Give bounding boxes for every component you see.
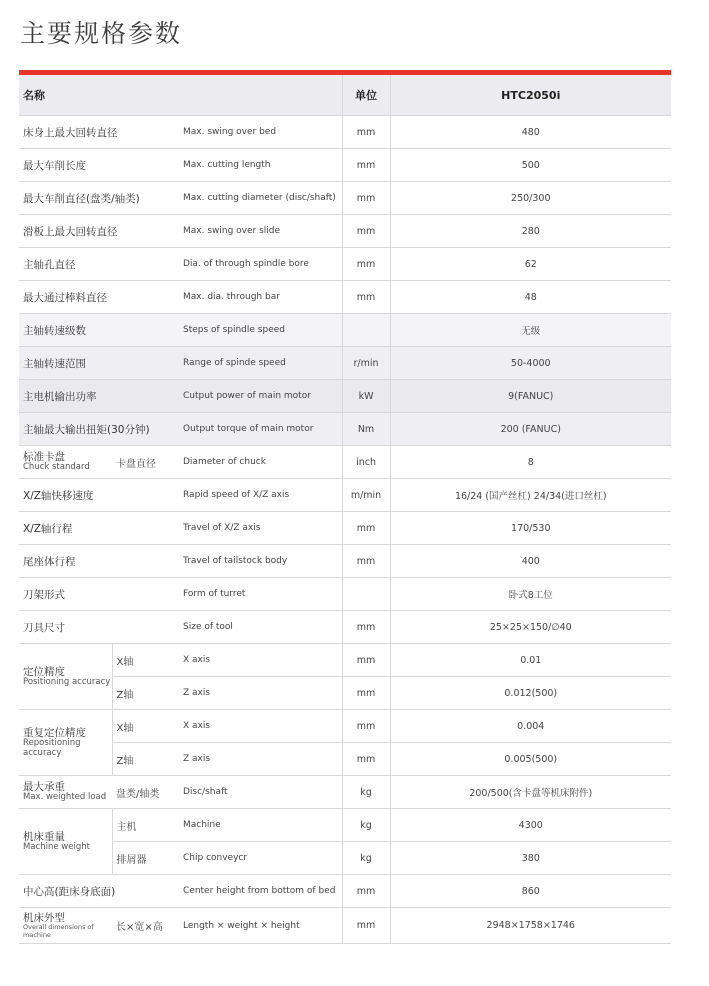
row-english: Diameter of chuck — [179, 446, 342, 479]
row-english: Z axis — [179, 743, 342, 776]
row-name: 床身上最大回转直径 — [19, 116, 179, 149]
table-row — [19, 908, 671, 944]
row-subitem: 盘类/轴类 — [112, 776, 179, 809]
row-english: Travel of X/Z axis — [179, 512, 342, 545]
table-row — [19, 380, 671, 413]
row-english: Dia. of through spindle bore — [179, 248, 342, 281]
row-category — [19, 908, 112, 944]
row-category — [19, 776, 112, 809]
row-unit: r/min — [342, 347, 390, 380]
row-value: 480 — [390, 116, 671, 149]
row-unit: mm — [342, 512, 390, 545]
row-value: 200 (FANUC) — [390, 413, 671, 446]
table-row — [19, 215, 671, 248]
table-row — [19, 644, 671, 677]
row-name: 最大通过棒料直径 — [19, 281, 179, 314]
row-value: 0.012(500) — [390, 677, 671, 710]
row-unit: Nm — [342, 413, 390, 446]
row-category — [19, 446, 112, 479]
row-value: 25×25×150/∅40 — [390, 611, 671, 644]
row-english: Chip conveycr — [179, 842, 342, 875]
row-name: 刀架形式 — [19, 578, 179, 611]
row-unit: kg — [342, 842, 390, 875]
table-row — [19, 512, 671, 545]
row-unit: mm — [342, 116, 390, 149]
row-subitem: 主机 — [112, 809, 179, 842]
row-category — [19, 809, 112, 875]
row-subitem: Z轴 — [112, 743, 179, 776]
row-subitem: X轴 — [112, 644, 179, 677]
row-english: Max. dia. through bar — [179, 281, 342, 314]
row-value: 9(FANUC) — [390, 380, 671, 413]
row-english: X axis — [179, 710, 342, 743]
row-english: Center height from bottom of bed — [179, 875, 342, 908]
table-row — [19, 578, 671, 611]
row-name: 主轴转速级数 — [19, 314, 179, 347]
row-value: 50-4000 — [390, 347, 671, 380]
row-category — [19, 710, 112, 776]
row-name: 主电机输出功率 — [19, 380, 179, 413]
row-english: X axis — [179, 644, 342, 677]
table-row — [19, 842, 671, 875]
row-english: Travel of tailstock body — [179, 545, 342, 578]
row-english: Steps of spindle speed — [179, 314, 342, 347]
row-unit: mm — [342, 743, 390, 776]
row-name: 中心高(距床身底面) — [19, 875, 179, 908]
category-en: Machine weight — [23, 841, 90, 852]
row-english: Max. cutting length — [179, 149, 342, 182]
table-row — [19, 413, 671, 446]
row-name: 主轴转速范围 — [19, 347, 179, 380]
row-unit: mm — [342, 545, 390, 578]
row-unit — [342, 578, 390, 611]
table-row — [19, 479, 671, 512]
row-value: 170/530 — [390, 512, 671, 545]
row-english: Max. cutting diameter (disc/shaft) — [179, 182, 342, 215]
table-row — [19, 875, 671, 908]
page-title: 主要规格参数 — [20, 19, 183, 48]
row-subitem: 长×宽×高 — [112, 908, 179, 944]
row-unit: mm — [342, 182, 390, 215]
row-english: Output torque of main motor — [179, 413, 342, 446]
row-english: Form of turret — [179, 578, 342, 611]
row-english: Rapid speed of X/Z axis — [179, 479, 342, 512]
table-row — [19, 743, 671, 776]
row-name: 刀具尺寸 — [19, 611, 179, 644]
row-value: 2948×1758×1746 — [390, 908, 671, 944]
table-row — [19, 776, 671, 809]
table-row — [19, 347, 671, 380]
row-subitem: 排屑器 — [112, 842, 179, 875]
row-unit: mm — [342, 908, 390, 944]
row-english: Length × weight × height — [179, 908, 342, 944]
table-row — [19, 611, 671, 644]
row-subitem: Z轴 — [112, 677, 179, 710]
row-unit: mm — [342, 875, 390, 908]
row-value: 280 — [390, 215, 671, 248]
row-english: Max. swing over bed — [179, 116, 342, 149]
table-row — [19, 545, 671, 578]
table-row — [19, 446, 671, 479]
row-name: 尾座体行程 — [19, 545, 179, 578]
row-subitem: 卡盘直径 — [112, 446, 179, 479]
row-unit: mm — [342, 248, 390, 281]
row-value: 400 — [390, 545, 671, 578]
row-unit: mm — [342, 644, 390, 677]
header-model: HTC2050i — [390, 75, 671, 116]
row-name: X/Z轴行程 — [19, 512, 179, 545]
category-cn: 机床重量 — [23, 830, 65, 843]
table-row — [19, 116, 671, 149]
row-unit: mm — [342, 149, 390, 182]
row-english: Machine — [179, 809, 342, 842]
row-english: Cutput power of main motor — [179, 380, 342, 413]
category-en: Chuck standard — [23, 462, 90, 473]
table-header — [19, 75, 671, 116]
table-row — [19, 677, 671, 710]
category-cn: 最大承重 — [23, 781, 65, 794]
row-unit — [342, 314, 390, 347]
row-unit: mm — [342, 611, 390, 644]
row-name: 主轴孔直径 — [19, 248, 179, 281]
row-value: 卧式8工位 — [390, 578, 671, 611]
row-english: Disc/shaft — [179, 776, 342, 809]
header-unit: 单位 — [342, 75, 390, 116]
row-value: 860 — [390, 875, 671, 908]
category-cn: 定位精度 — [23, 665, 65, 678]
header-name: 名称 — [19, 75, 342, 116]
row-unit: kg — [342, 776, 390, 809]
row-english: Range of spinde speed — [179, 347, 342, 380]
category-en: Positioning accuracy — [23, 676, 111, 687]
row-unit: m/min — [342, 479, 390, 512]
row-value: 4300 — [390, 809, 671, 842]
row-english: Size of tool — [179, 611, 342, 644]
row-category — [19, 644, 112, 710]
category-cn: 机床外型 — [23, 912, 65, 924]
row-unit: mm — [342, 215, 390, 248]
category-en: Repositioning accuracy — [23, 737, 81, 758]
row-value: 200/500(含卡盘等机床附件) — [390, 776, 671, 809]
table-row — [19, 809, 671, 842]
table-row — [19, 281, 671, 314]
row-value: 16/24 (国产丝杠) 24/34(进口丝杠) — [390, 479, 671, 512]
row-unit: mm — [342, 710, 390, 743]
table-row — [19, 149, 671, 182]
row-english: Max. swing over slide — [179, 215, 342, 248]
row-value: 8 — [390, 446, 671, 479]
row-subitem: X轴 — [112, 710, 179, 743]
table-row — [19, 710, 671, 743]
row-value: 0.01 — [390, 644, 671, 677]
row-name: 主轴最大输出扭矩(30分钟) — [19, 413, 179, 446]
spec-table — [19, 75, 671, 944]
row-value: 250/300 — [390, 182, 671, 215]
row-value: 62 — [390, 248, 671, 281]
row-unit: kg — [342, 809, 390, 842]
category-cn: 标准卡盘 — [23, 451, 65, 464]
table-row — [19, 182, 671, 215]
row-value: 500 — [390, 149, 671, 182]
row-unit: mm — [342, 281, 390, 314]
row-unit: mm — [342, 677, 390, 710]
table-row — [19, 314, 671, 347]
row-value: 380 — [390, 842, 671, 875]
category-cn: 重复定位精度 — [23, 726, 86, 739]
row-unit: inch — [342, 446, 390, 479]
row-name: 滑板上最大回转直径 — [19, 215, 179, 248]
row-unit: kW — [342, 380, 390, 413]
row-name: 最大车削长度 — [19, 149, 179, 182]
row-value: 0.005(500) — [390, 743, 671, 776]
row-name: X/Z轴快移速度 — [19, 479, 179, 512]
category-en: Max. weighted load — [23, 792, 107, 803]
row-english: Z axis — [179, 677, 342, 710]
row-name: 最大车削直径(盘类/轴类) — [19, 182, 179, 215]
row-value: 无级 — [390, 314, 671, 347]
row-value: 48 — [390, 281, 671, 314]
category-en: Overall dimensions of machine — [23, 923, 94, 939]
table-row — [19, 248, 671, 281]
row-value: 0.004 — [390, 710, 671, 743]
